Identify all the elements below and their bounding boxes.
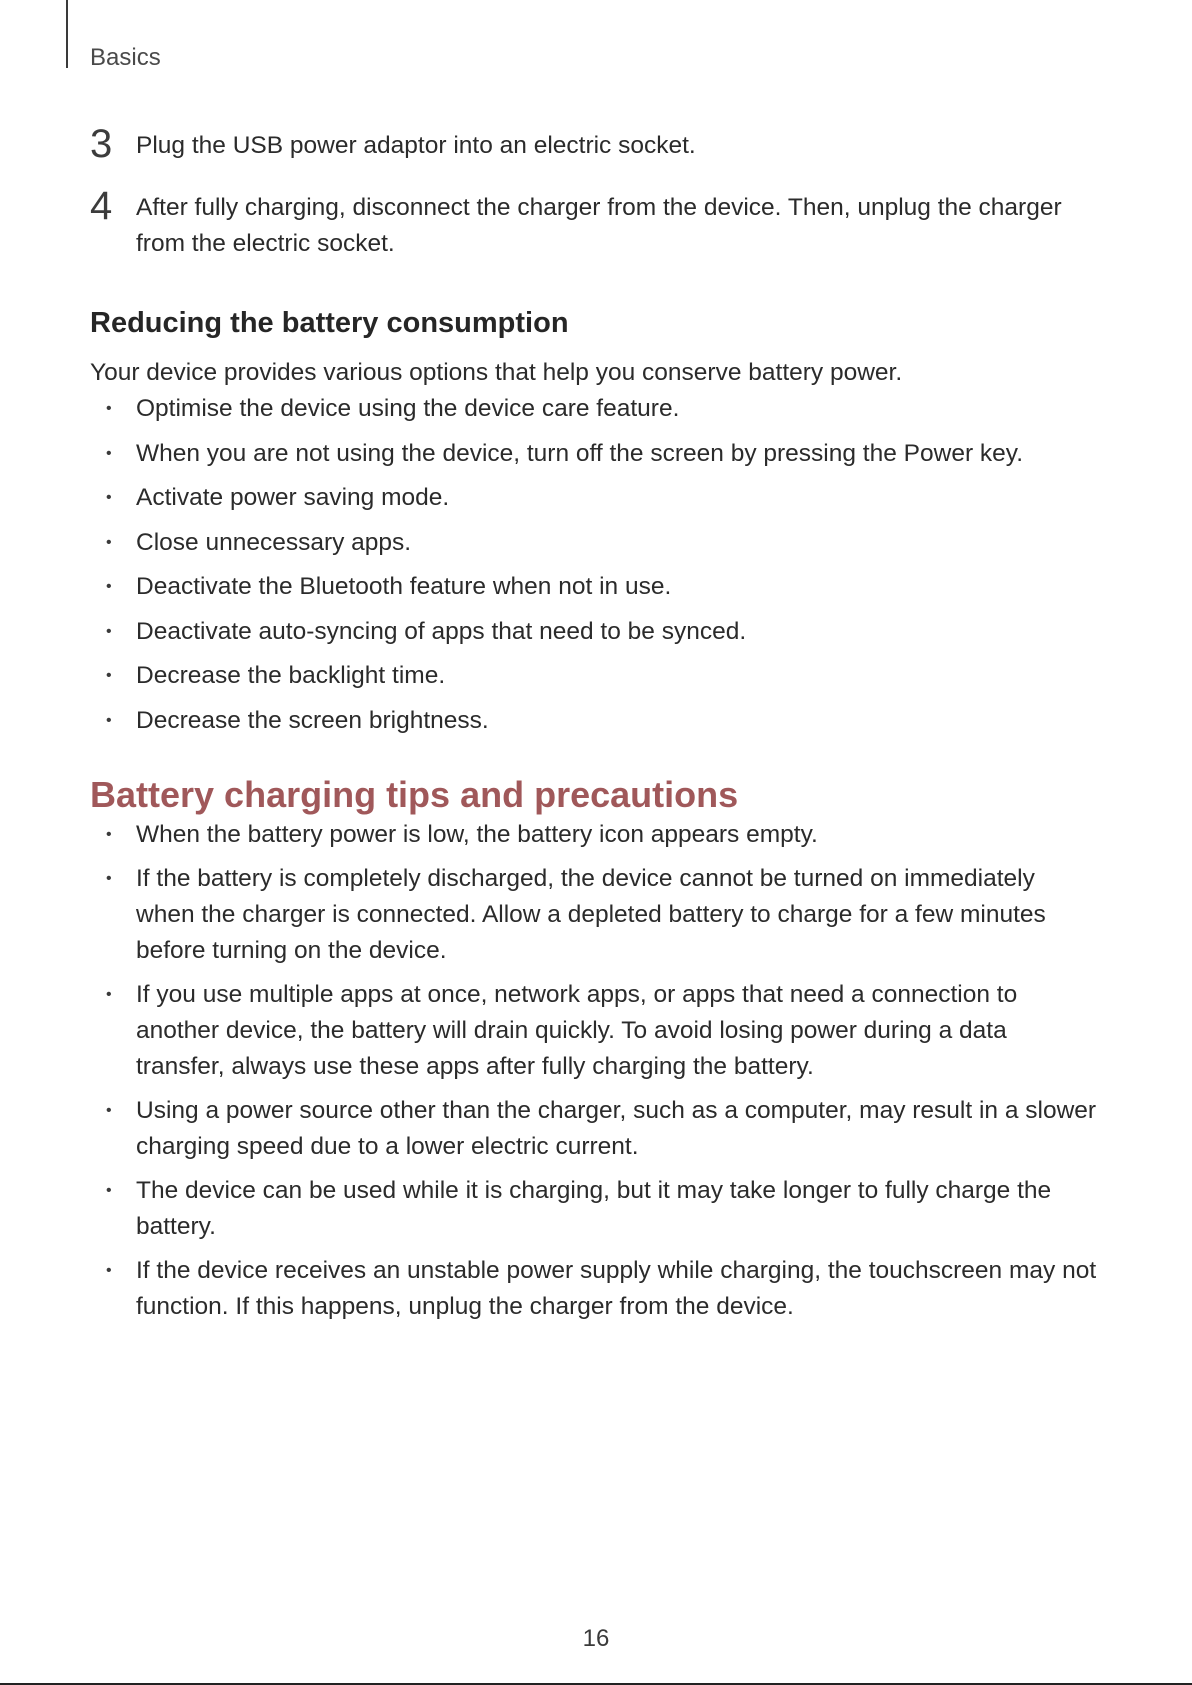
bullet-icon: • xyxy=(106,400,112,417)
bullet-icon: • xyxy=(106,622,112,640)
reducing-intro: Your device provides various options that help you conserve battery power. xyxy=(90,359,903,386)
list-item-text: Using a power source other than the charger, such as a computer, may result in a slower charging speed due to a lower electric current. xyxy=(136,1096,1097,1160)
list-item-text: Decrease the screen brightness. xyxy=(136,706,489,734)
list-item xyxy=(90,569,1100,605)
bullet-icon: • xyxy=(106,533,112,551)
bullet-icon: • xyxy=(106,1261,112,1279)
list-item-text: When the battery power is low, the battery icon appears empty. xyxy=(136,820,818,848)
list-item-text: Close unnecessary apps. xyxy=(136,528,412,556)
reducing-list xyxy=(90,391,1100,739)
step-number: 4 xyxy=(90,184,113,228)
list-item xyxy=(90,817,1100,853)
bullet-icon: • xyxy=(106,1101,112,1119)
list-item xyxy=(90,1173,1100,1245)
list-item xyxy=(90,658,1100,694)
bullet-icon: • xyxy=(106,985,112,1003)
step-text: After fully charging, disconnect the charger from the device. Then, unplug the charger from the electric socket. xyxy=(136,194,1062,257)
list-item-text: Deactivate auto-syncing of apps that need to be synced. xyxy=(136,617,747,645)
bullet-icon: • xyxy=(106,444,112,462)
list-item-text: Optimise the device using the device care feature. xyxy=(136,395,680,422)
list-item-text: When you are not using the device, turn off the screen by pressing the Power key. xyxy=(136,439,1024,467)
list-item-text: Deactivate the Bluetooth feature when not in use. xyxy=(136,573,672,600)
step-text: Plug the USB power adaptor into an electric socket. xyxy=(136,132,696,159)
page-number: 16 xyxy=(582,1625,610,1652)
list-item xyxy=(90,391,1100,427)
step-3 xyxy=(90,122,1100,166)
section-label: Basics xyxy=(90,44,161,71)
list-item xyxy=(90,703,1100,739)
bullet-icon: • xyxy=(106,667,112,684)
list-item xyxy=(90,614,1100,650)
list-item-text: Activate power saving mode. xyxy=(136,484,450,511)
tips-heading: Battery charging tips and precautions xyxy=(90,773,739,815)
list-item-text: Decrease the backlight time. xyxy=(136,662,446,689)
bullet-icon: • xyxy=(106,489,112,506)
list-item xyxy=(90,1253,1100,1325)
bullet-icon: • xyxy=(106,825,112,843)
list-item-text: The device can be used while it is charging, but it may take longer to fully charge the battery. xyxy=(136,1176,1052,1240)
list-item xyxy=(90,480,1100,516)
bullet-icon: • xyxy=(106,869,112,887)
list-item xyxy=(90,977,1100,1085)
step-number: 3 xyxy=(90,122,113,166)
page-content xyxy=(90,122,1100,1325)
bullet-icon: • xyxy=(106,578,112,595)
list-item xyxy=(90,525,1100,561)
reducing-heading: Reducing the battery consumption xyxy=(90,307,569,339)
list-item-text: If the device receives an unstable power supply while charging, the touchscreen may not function. If this happens, unplug the charger from the device. xyxy=(136,1256,1097,1320)
list-item xyxy=(90,1093,1100,1165)
step-4 xyxy=(90,184,1100,262)
list-item-text: If you use multiple apps at once, network apps, or apps that need a connection to another device, the battery will drain quickly. To avoid losing power during a data transfer, always use these apps after fully charging the battery. xyxy=(136,980,1018,1080)
header-rule xyxy=(66,0,68,68)
list-item xyxy=(90,436,1100,472)
list-item xyxy=(90,861,1100,969)
tips-list xyxy=(90,817,1100,1325)
bullet-icon: • xyxy=(106,1181,112,1199)
list-item-text: If the battery is completely discharged, the device cannot be turned on immediately when the charger is connected. Allow a depleted battery to charge for a few minutes before turning on the device. xyxy=(136,864,1046,964)
bullet-icon: • xyxy=(106,711,112,729)
